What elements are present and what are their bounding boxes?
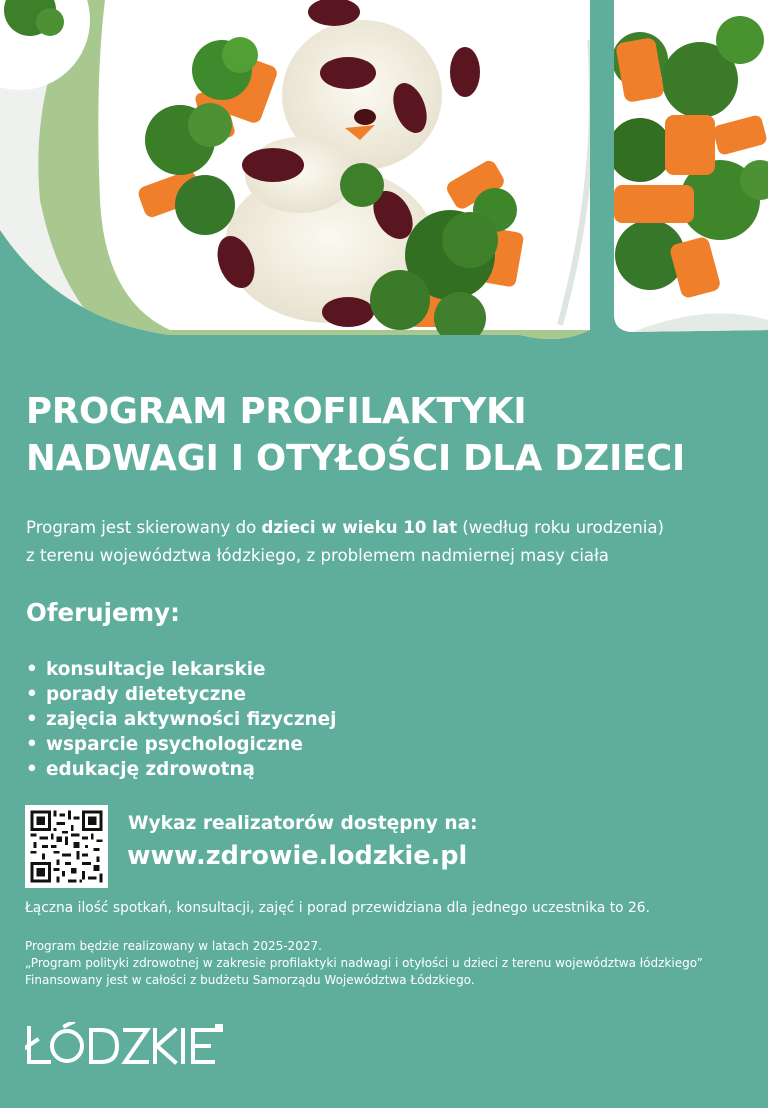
lodzkie-logo-mark — [25, 1022, 225, 1068]
realizers-url-link[interactable]: www.zdrowie.lodzkie.pl — [127, 841, 468, 871]
description-target-group: dzieci w wieku 10 lat — [261, 518, 458, 537]
hero-photo — [0, 0, 768, 345]
page-title — [26, 388, 685, 482]
footnote-line-1: Program będzie realizowany w latach 2025-2027. — [25, 939, 322, 953]
main-photo-panel — [0, 0, 600, 345]
side-photo-panel — [608, 0, 768, 345]
description-line-1 — [26, 514, 664, 542]
realizers-label: Wykaz realizatorów dostępny na: — [128, 813, 478, 834]
offer-item: • edukację zdrowotną — [26, 757, 336, 782]
title-line-1: PROGRAM PROFILAKTYKI — [26, 391, 527, 432]
lodzkie-logo — [25, 1022, 225, 1068]
offer-list — [26, 657, 336, 782]
title-line-2: NADWAGI I OTYŁOŚCI DLA DZIECI — [26, 438, 686, 479]
meetings-note: Łączna ilość spotkań, konsultacji, zajęć i porad przewidziana dla jednego uczestnika to 26. — [25, 900, 650, 916]
footnote-line-3: Finansowany jest w całości z budżetu Samorządu Województwa Łódzkiego. — [25, 973, 475, 987]
offer-item: • zajęcia aktywności fizycznej — [26, 707, 336, 732]
offer-item: • wsparcie psychologiczne — [26, 732, 336, 757]
program-description — [26, 514, 664, 570]
offer-heading: Oferujemy: — [26, 598, 180, 627]
offer-item: • porady dietetyczne — [26, 682, 336, 707]
offer-item: • konsultacje lekarskie — [26, 657, 336, 682]
description-line-2: z terenu województwa łódzkiego, z problemem nadmiernej masy ciała — [26, 546, 609, 565]
description-suffix: (według roku urodzenia) — [457, 518, 664, 537]
footnote-line-2: „Program polityki zdrowotnej w zakresie profilaktyki nadwagi i otyłości u dzieci z terenu województwa łódzkiego” — [25, 956, 703, 970]
program-footnote — [25, 938, 703, 989]
hero-illustration — [0, 0, 768, 345]
description-prefix: Program jest skierowany do — [26, 518, 262, 537]
qr-code-icon[interactable] — [25, 805, 108, 888]
